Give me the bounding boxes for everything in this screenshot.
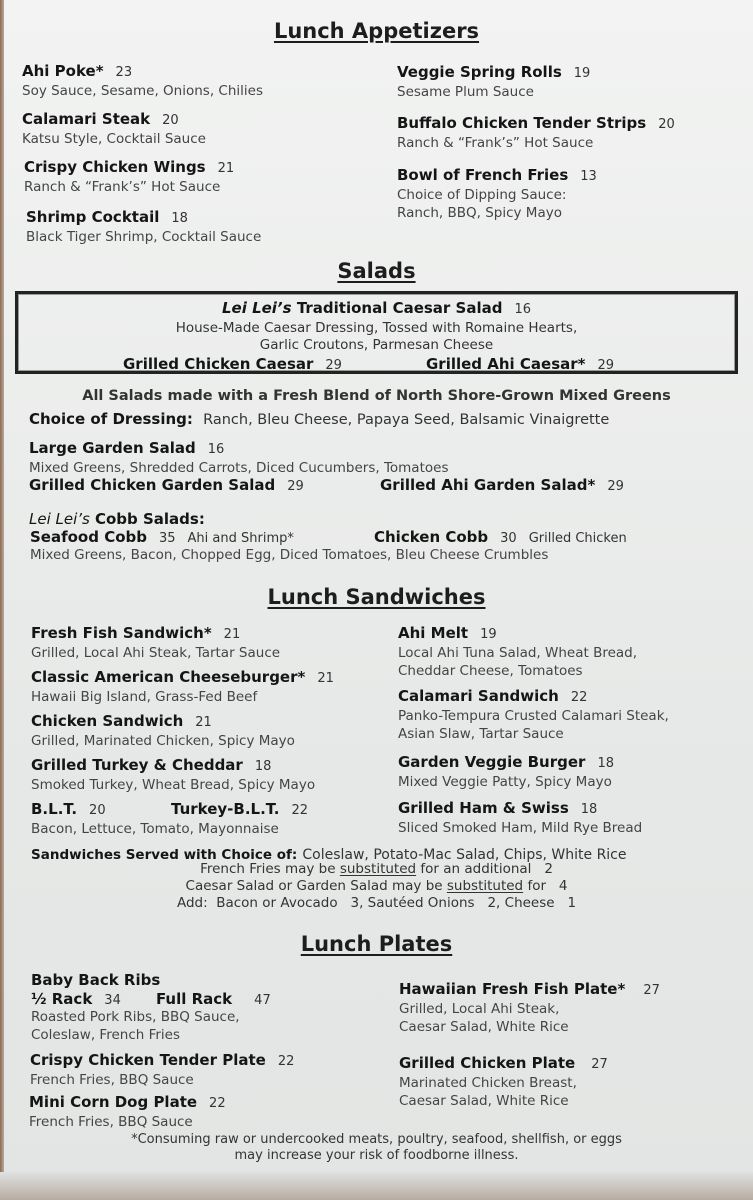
section-title-plates: Lunch Plates [300,932,453,956]
dressing-choice: Choice of Dressing: Ranch, Bleu Cheese, Papaya Seed, Balsamic Vinaigrette [29,410,610,428]
menu-item: Grilled Chicken Plate 27 Marinated Chicken Breast, Caesar Salad, White Rice [399,1054,608,1109]
add-ons: Add: Bacon or Avocado 3, Sautéed Onions 2, Cheese 1 [176,895,577,911]
menu-item: Veggie Spring Rolls 19 Sesame Plum Sauce [397,63,591,100]
menu-item: Grilled Ahi Caesar* 29 [426,355,615,373]
menu-item: Turkey-B.L.T. 22 [171,800,308,818]
cobb-desc: Mixed Greens, Bacon, Chopped Egg, Diced Tomatoes, Bleu Cheese Crumbles [30,547,549,563]
menu-item: Seafood Cobb 35 Ahi and Shrimp* [30,528,294,546]
menu-item: Chicken Sandwich 21 Grilled, Marinated Chicken, Spicy Mayo [31,712,295,749]
menu-item: Hawaiian Fresh Fish Plate* 27 Grilled, Local Ahi Steak, Caesar Salad, White Rice [399,980,660,1035]
menu-item: Ahi Poke* 23 Soy Sauce, Sesame, Onions, Chilies [22,62,263,99]
menu-item: Grilled Ahi Garden Salad* 29 [380,476,624,494]
menu-item: Calamari Steak 20 Katsu Style, Cocktail Sauce [22,110,206,147]
menu-item-ribs: Baby Back Ribs ½ Rack 34 Full Rack 47 Roasted Pork Ribs, BBQ Sauce, Coleslaw, French Fries [31,971,271,1043]
menu-item: Buffalo Chicken Tender Strips 20 Ranch & “Frank’s” Hot Sauce [397,114,675,151]
menu-item: Grilled Chicken Caesar 29 [123,355,342,373]
menu-item: Mini Corn Dog Plate 22 French Fries, BBQ Sauce [29,1093,226,1130]
fries-substitution: French Fries may be substituted for an additional 2 [200,861,553,877]
menu-item: Garden Veggie Burger 18 Mixed Veggie Patty, Spicy Mayo [398,753,614,790]
menu-item: Shrimp Cocktail 18 Black Tiger Shrimp, Cocktail Sauce [26,208,262,245]
caesar-desc: House-Made Caesar Dressing, Tossed with Romaine Hearts, [175,320,578,336]
table-edge-bottom [0,1172,753,1200]
sandwich-sides: Sandwiches Served with Choice of: Coleslaw, Potato-Mac Salad, Chips, White Rice [31,847,627,863]
menu-item: Grilled Turkey & Cheddar 18 Smoked Turkey, Wheat Bread, Spicy Mayo [31,756,316,793]
menu-item: Fresh Fish Sandwich* 21 Grilled, Local Ahi Steak, Tartar Sauce [31,624,281,661]
menu-item: Bowl of French Fries 13 Choice of Dipping Sauce: Ranch, BBQ, Spicy Mayo [397,166,597,221]
menu-item: Ahi Melt 19 Local Ahi Tuna Salad, Wheat Bread, Cheddar Cheese, Tomatoes [398,624,638,679]
footnote-line-1: *Consuming raw or undercooked meats, poultry, seafood, shellfish, or eggs [131,1132,622,1147]
menu-item: Grilled Chicken Garden Salad 29 [29,476,304,494]
menu-item: B.L.T. 20 Bacon, Lettuce, Tomato, Mayonnaise [31,800,279,837]
menu-item: Calamari Sandwich 22 Panko-Tempura Crusted Calamari Steak, Asian Slaw, Tartar Sauce [398,687,669,742]
menu-item: Large Garden Salad 16 Mixed Greens, Shredded Carrots, Diced Cucumbers, Tomatoes [29,439,449,476]
menu-item: Grilled Ham & Swiss 18 Sliced Smoked Ham, Mild Rye Bread [398,799,643,836]
menu-item: Classic American Cheeseburger* 21 Hawaii Big Island, Grass-Fed Beef [31,668,334,705]
salad-blend-note: All Salads made with a Fresh Blend of North Shore-Grown Mixed Greens [82,388,671,404]
section-title-appetizers: Lunch Appetizers [273,19,480,43]
salad-substitution: Caesar Salad or Garden Salad may be substituted for 4 [185,878,568,894]
footnote-line-2: may increase your risk of foodborne illness. [234,1148,519,1163]
menu-item: Crispy Chicken Wings 21 Ranch & “Frank’s” Hot Sauce [24,158,235,195]
menu-item: Chicken Cobb 30 Grilled Chicken [374,528,627,546]
menu-item: Crispy Chicken Tender Plate 22 French Fries, BBQ Sauce [30,1051,295,1088]
caesar-salad-title: Lei Lei’s Traditional Caesar Salad 16 [221,299,532,317]
caesar-desc-2: Garlic Croutons, Parmesan Cheese [259,337,494,353]
section-title-salads: Salads [337,259,416,283]
section-title-sandwiches: Lunch Sandwiches [267,585,486,609]
cobb-label: Lei Lei’s Cobb Salads: [29,510,205,528]
